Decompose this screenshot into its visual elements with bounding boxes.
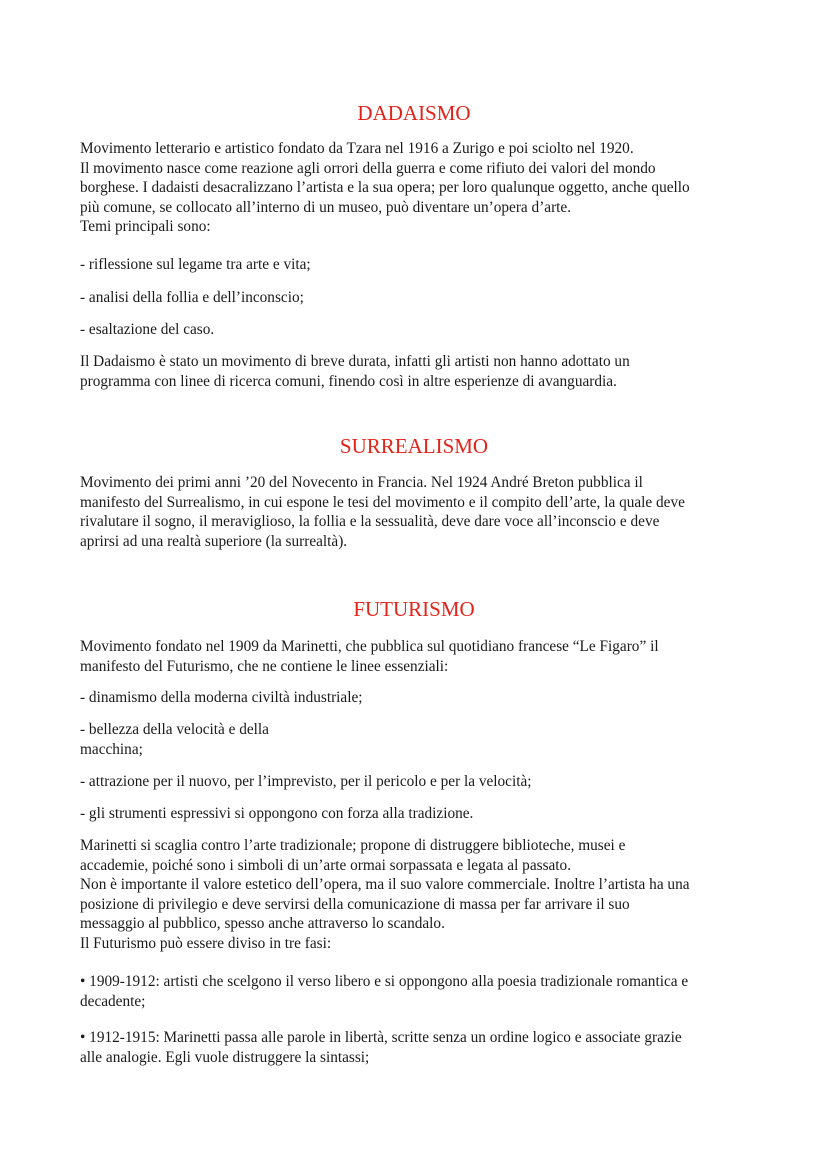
text-line: Il Dadaismo è stato un movimento di breve durata, infatti gli artisti non hanno adottato un — [80, 353, 630, 370]
futurismo-list-item — [80, 772, 760, 792]
surrealismo-paragraph — [80, 473, 760, 551]
text-line: - attrazione per il nuovo, per l’imprevisto, per il pericolo e per la velocità; — [80, 773, 532, 790]
section-title-futurismo: FUTURISMO — [353, 597, 475, 621]
section-title-dadaismo: DADAISMO — [357, 101, 471, 125]
futurismo-phase-item — [80, 972, 760, 1011]
text-line: rivalutare il sogno, il meraviglioso, la follia e la sessualità, deve dare voce all’inconscio e deve — [80, 513, 660, 530]
dadaismo-list-item: - analisi della follia e dell’inconscio; — [80, 289, 304, 306]
text-line: macchina; — [80, 740, 143, 758]
text-line: borghese. I dadaisti desacralizzano l’artista e la sua opera; per loro qualunque oggetto, anche quello — [80, 179, 690, 196]
text-line: Marinetti si scaglia contro l’arte tradizionale; propone di distruggere biblioteche, musei e — [80, 837, 626, 854]
text-line: Il Futurismo può essere diviso in tre fasi: — [80, 934, 332, 952]
text-line: • 1909-1912: artisti che scelgono il verso libero e si oppongono alla poesia tradizionale romantica e — [80, 973, 689, 990]
text-line: Movimento letterario e artistico fondato da Tzara nel 1916 a Zurigo e poi sciolto nel 1920. — [80, 140, 634, 157]
futurismo-list-item — [80, 688, 760, 708]
futurismo-phase-item — [80, 1028, 760, 1067]
text-line: manifesto del Surrealismo, in cui espone le tesi del movimento e il compito dell’arte, la quale deve — [80, 493, 685, 511]
text-line: decadente; — [80, 992, 146, 1010]
section-title-surrealismo: SURREALISMO — [339, 434, 489, 458]
dadaismo-list-item: - esaltazione del caso. — [80, 321, 215, 338]
dadaismo-conclusion-paragraph — [80, 352, 760, 391]
text-line: - bellezza della velocità e della — [80, 721, 269, 738]
text-line: Movimento dei primi anni ’20 del Novecento in Francia. Nel 1924 André Breton pubblica il — [80, 474, 643, 491]
text-line: • 1912-1915: Marinetti passa alle parole in libertà, scritte senza un ordine logico e associate grazie — [80, 1029, 682, 1046]
text-line: Movimento fondato nel 1909 da Marinetti, che pubblica sul quotidiano francese “Le Figaro” il — [80, 638, 659, 655]
text-line: più comune, se collocato all’interno di un museo, può diventare un’opera d’arte. — [80, 198, 572, 216]
text-line: accademie, poiché sono i simboli di un’arte ormai sorpassata e legata al passato. — [80, 856, 572, 874]
dadaismo-intro-paragraph — [80, 139, 760, 237]
text-line: - dinamismo della moderna civiltà industriale; — [80, 689, 363, 706]
futurismo-body-paragraph — [80, 836, 760, 953]
text-line: Temi principali sono: — [80, 218, 211, 235]
text-line: Il movimento nasce come reazione agli orrori della guerra e come rifiuto dei valori del mondo — [80, 159, 656, 177]
text-line: aprirsi ad una realtà superiore (la surrealtà). — [80, 532, 348, 550]
futurismo-intro-paragraph — [80, 637, 760, 676]
text-line: alle analogie. Egli vuole distruggere la sintassi; — [80, 1048, 370, 1066]
text-line: posizione di privilegio e deve servirsi della comunicazione di massa per far arrivare il suo — [80, 895, 630, 913]
text-line: messaggio al pubblico, spesso anche attraverso lo scandalo. — [80, 915, 445, 932]
futurismo-list-item — [80, 720, 760, 759]
futurismo-list-item — [80, 804, 760, 824]
text-line: - gli strumenti espressivi si oppongono con forza alla tradizione. — [80, 805, 474, 822]
text-line: programma con linee di ricerca comuni, finendo così in altre esperienze di avanguardia. — [80, 372, 617, 390]
dadaismo-list-item: - riflessione sul legame tra arte e vita; — [80, 256, 311, 273]
text-line: manifesto del Futurismo, che ne contiene le linee essenziali: — [80, 657, 449, 675]
text-line: Non è importante il valore estetico dell’opera, ma il suo valore commerciale. Inoltre l’artista ha una — [80, 876, 690, 893]
